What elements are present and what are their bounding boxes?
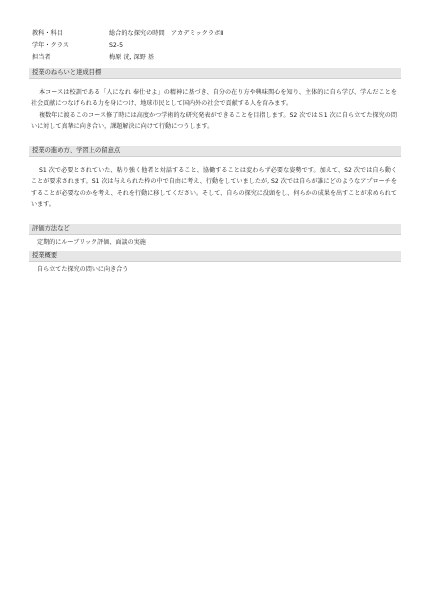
grade-label: 学年・クラス xyxy=(32,42,69,49)
grade-row xyxy=(29,40,401,52)
subject-label: 教科・科目 xyxy=(32,30,63,37)
aims-paragraph-1: 本コースは校訓である「人になれ 奉仕せよ」の精神に基づき、自分の在り方や興味関心を知り、主体的に自ら学び、学んだことを社会貢献につなげられる力を身につけ、地球市民として国内外の社会で貢献する人を育みます。 xyxy=(31,89,397,108)
aims-heading: 授業のねらいと達成目標 xyxy=(29,68,401,79)
method-paragraph: S1 次で必要とされていた、粘り強く他者と対話すること、協働することは変わらず必要な姿勢です。加えて、S2 次では自ら動くことが要求されます。S1 次は与えられた枠の中で自由に考え、行動をしていましたが, S2 次では自らが誰にどのようなアプローチをすることが必要なのかを考え、それを行動に移してください。そして、自らの探究に没頭をし、何らかの成果を出すことが求められています。 xyxy=(31,167,397,209)
subject-row xyxy=(29,28,401,40)
evaluation-heading: 評価方法など xyxy=(29,224,401,235)
overview-text: 自ら立てた探究の問いに向き合う xyxy=(37,266,129,274)
teacher-label: 担当者 xyxy=(32,54,51,61)
teacher-value: 梅原 洸, 深野 基 xyxy=(109,54,154,61)
method-heading: 授業の進め方、学習上の留意点 xyxy=(29,146,401,157)
evaluation-text: 定期的にルーブリック評価、面談の実施 xyxy=(37,239,146,247)
aims-paragraph-2: 複数年に渡るこのコース修了時には高度かつ学術的な研究発表ができることを目指します。S2 次ではＳ1 次に自ら立てた探究の問いに対して真摯に向き合い，課題解決に向けて行動につうします。 xyxy=(31,111,397,130)
subject-value: 総合的な探究の時間 アカデミックラボⅡ xyxy=(109,30,224,37)
teacher-row xyxy=(29,52,401,64)
grade-value: S2-5 xyxy=(109,42,124,49)
syllabus-page xyxy=(29,28,401,275)
overview-heading: 授業概要 xyxy=(29,251,401,262)
